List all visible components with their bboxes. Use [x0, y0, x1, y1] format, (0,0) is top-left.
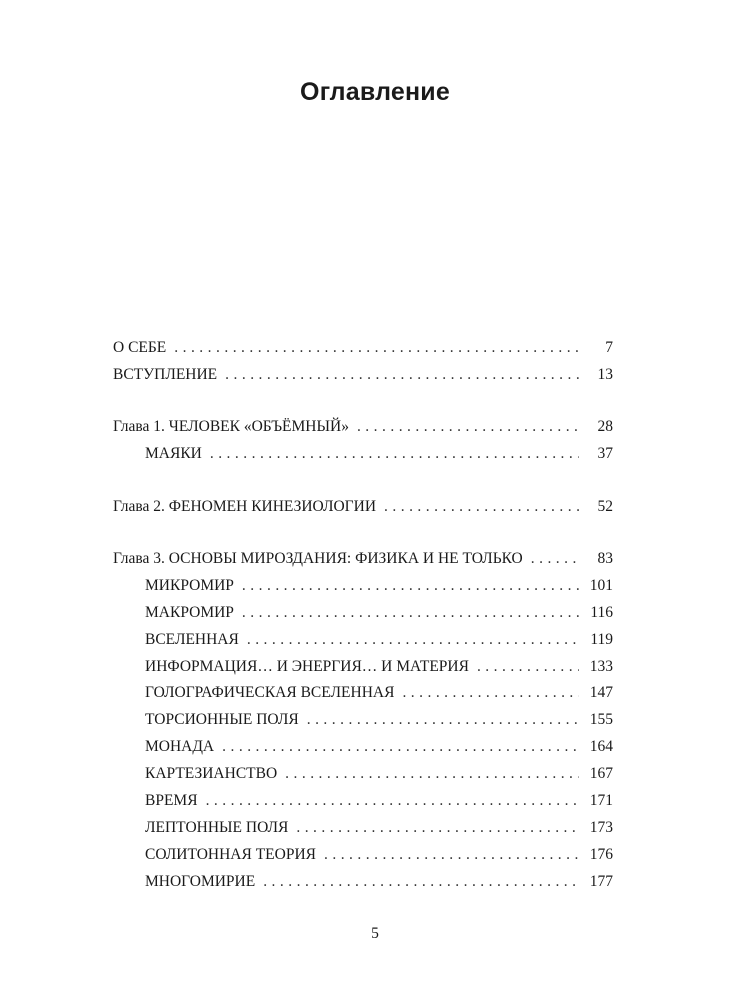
toc-entry-label: МАЯКИ: [145, 445, 202, 463]
toc-entry-page: 13: [597, 365, 613, 383]
toc-entry-page: 119: [590, 630, 613, 648]
toc-leader-dots: [263, 869, 579, 896]
toc-subentry[interactable]: [113, 573, 613, 600]
toc-subentry[interactable]: [113, 761, 613, 788]
toc-leader-dots: [242, 573, 579, 600]
toc-entry-page: 116: [590, 603, 613, 621]
toc-chapter-entry[interactable]: [113, 546, 613, 573]
toc-entry-page: 155: [589, 711, 613, 729]
toc-entry-page: 101: [589, 576, 613, 594]
toc-subentry[interactable]: [113, 734, 613, 761]
table-of-contents: [113, 335, 613, 896]
toc-subentry[interactable]: [113, 627, 613, 654]
toc-leader-dots: [296, 815, 579, 842]
toc-entry-page: 37: [597, 445, 613, 463]
toc-entry-label: ТОРСИОННЫЕ ПОЛЯ: [145, 711, 299, 729]
toc-leader-dots: [222, 734, 579, 761]
toc-subentry[interactable]: [113, 842, 613, 869]
toc-subentry[interactable]: [113, 815, 613, 842]
toc-entry-label: Глава 2. ФЕНОМЕН КИНЕЗИОЛОГИИ: [113, 497, 377, 515]
toc-leader-dots: [402, 680, 579, 707]
toc-subentry[interactable]: [113, 441, 613, 468]
toc-leader-dots: [357, 414, 579, 441]
toc-entry-page: 173: [589, 818, 613, 836]
toc-entry[interactable]: [113, 362, 613, 389]
toc-leader-dots: [174, 335, 579, 362]
toc-entry-page: 147: [589, 684, 613, 702]
toc-entry-page: 164: [589, 738, 613, 756]
toc-entry-label: ИНФОРМАЦИЯ… И ЭНЕРГИЯ… И МАТЕРИЯ: [145, 657, 469, 675]
toc-subentry[interactable]: [113, 707, 613, 734]
toc-entry-page: 133: [589, 657, 613, 675]
toc-leader-dots: [225, 362, 579, 389]
toc-entry-label: ВСТУПЛЕНИЕ: [113, 365, 218, 383]
toc-entry-label: ГОЛОГРАФИЧЕСКАЯ ВСЕЛЕННАЯ: [145, 684, 395, 702]
toc-entry-label: ЛЕПТОННЫЕ ПОЛЯ: [145, 818, 289, 836]
toc-entry-page: 52: [597, 497, 613, 515]
toc-leader-dots: [285, 761, 579, 788]
toc-subentry[interactable]: [113, 788, 613, 815]
toc-entry-label: МИКРОМИР: [145, 576, 234, 594]
toc-entry-label: О СЕБЕ: [113, 339, 167, 356]
toc-leader-dots: [324, 842, 579, 869]
toc-entry-label: СОЛИТОННАЯ ТЕОРИЯ: [145, 845, 316, 863]
toc-entry-label: ВСЕЛЕННАЯ: [145, 630, 239, 648]
toc-chapter-entry[interactable]: [113, 494, 613, 521]
toc-entry-label: Глава 3. ОСНОВЫ МИРОЗДАНИЯ: ФИЗИКА И НЕ ТОЛЬКО: [113, 549, 523, 567]
toc-entry-page: 167: [589, 765, 613, 783]
page-title: Оглавление: [300, 78, 450, 106]
toc-entry[interactable]: [113, 335, 613, 362]
toc-entry-page: 83: [597, 549, 613, 567]
toc-leader-dots: [477, 654, 579, 681]
toc-leader-dots: [247, 627, 579, 654]
toc-subentry[interactable]: [113, 680, 613, 707]
toc-subentry[interactable]: [113, 869, 613, 896]
toc-chapter-entry[interactable]: [113, 414, 613, 441]
toc-entry-page: 176: [589, 845, 613, 863]
toc-leader-dots: [210, 441, 579, 468]
toc-entry-label: МАКРОМИР: [145, 603, 234, 621]
toc-leader-dots: [531, 546, 579, 573]
toc-leader-dots: [384, 494, 579, 521]
toc-entry-page: 7: [605, 339, 613, 356]
toc-entry-label: КАРТЕЗИАНСТВО: [145, 765, 278, 783]
toc-entry-page: 177: [589, 872, 613, 890]
toc-entry-label: МОНАДА: [145, 738, 215, 756]
toc-leader-dots: [307, 707, 579, 734]
toc-subentry[interactable]: [113, 654, 613, 681]
toc-entry-page: 171: [589, 791, 613, 809]
toc-leader-dots: [206, 788, 579, 815]
toc-entry-page: 28: [597, 418, 613, 436]
toc-leader-dots: [242, 600, 579, 627]
page-number: 5: [371, 925, 379, 942]
toc-entry-label: МНОГОМИРИЕ: [145, 872, 256, 890]
toc-entry-label: ВРЕМЯ: [145, 791, 198, 809]
toc-subentry[interactable]: [113, 600, 613, 627]
toc-entry-label: Глава 1. ЧЕЛОВЕК «ОБЪЁМНЫЙ»: [113, 418, 349, 436]
